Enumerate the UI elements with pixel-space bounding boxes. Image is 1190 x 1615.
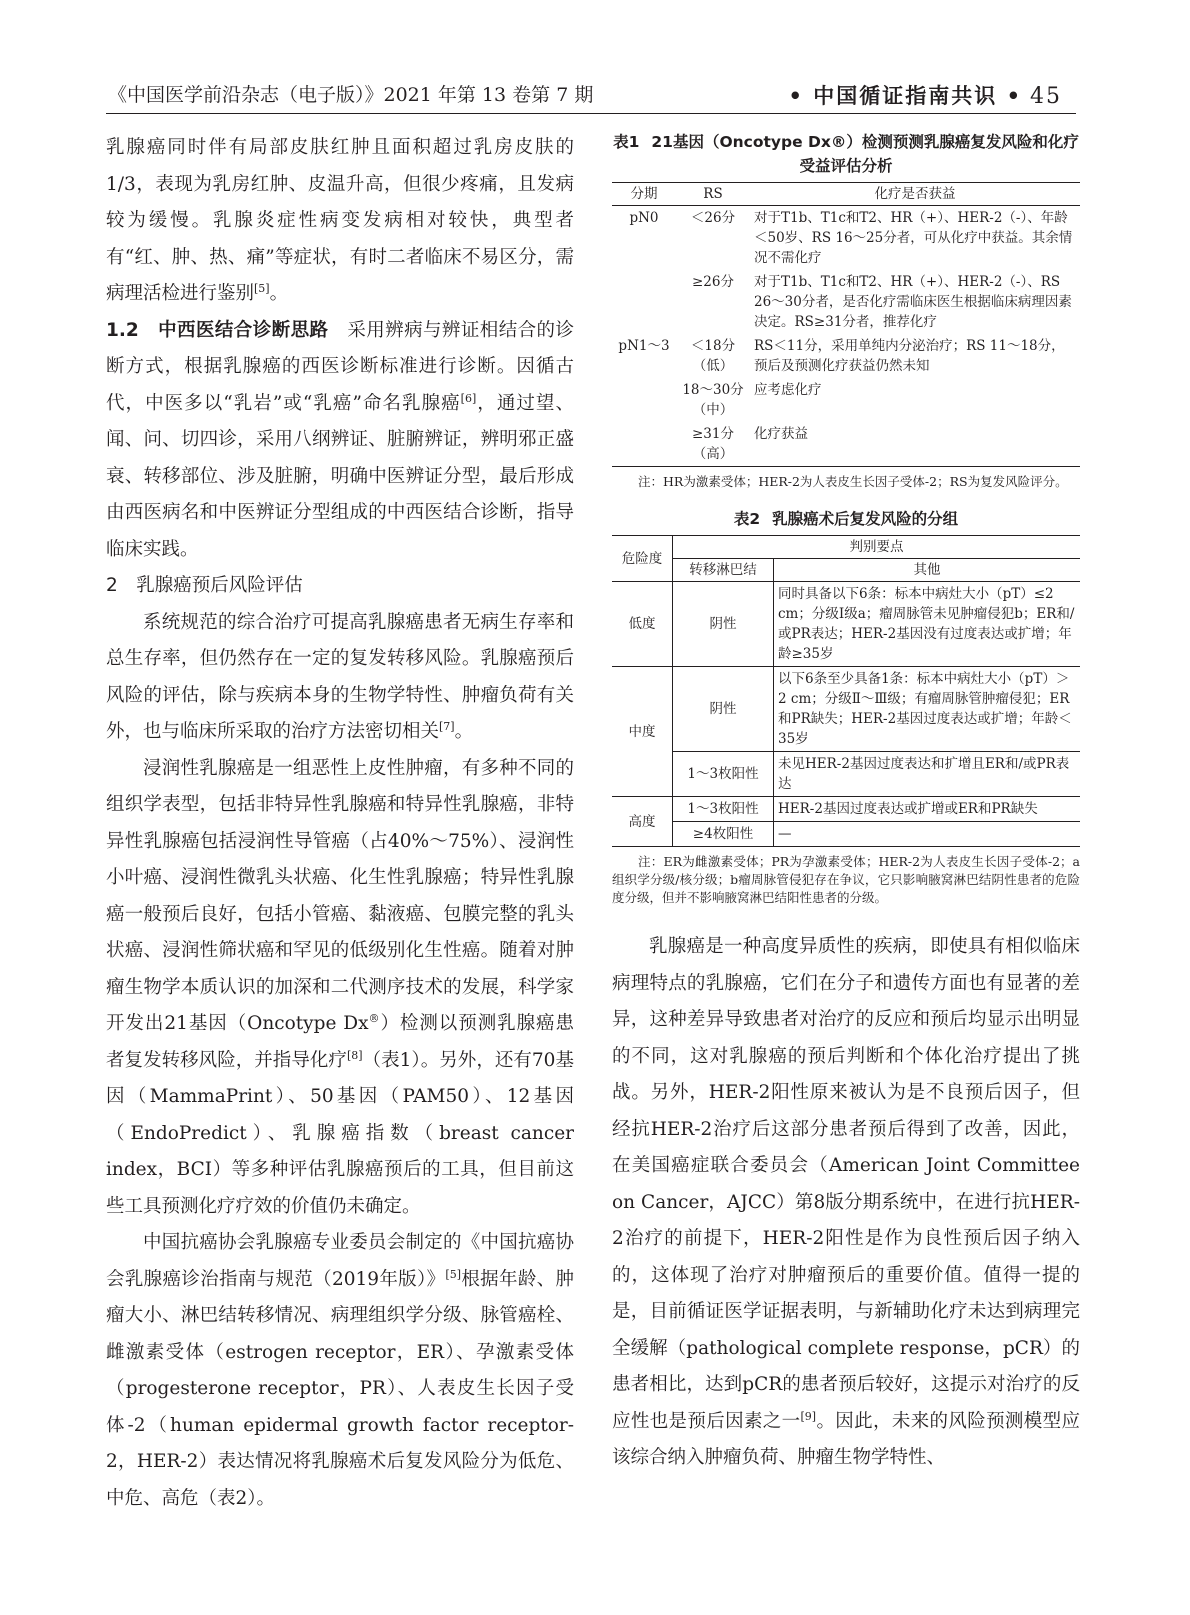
table-row — [612, 422, 1080, 467]
table-row — [612, 582, 1080, 667]
citation-ref: [6] — [460, 391, 477, 405]
table1 — [612, 182, 1080, 467]
citation-ref: [5] — [445, 1267, 462, 1281]
section-1-2 — [106, 313, 574, 569]
table2 — [612, 535, 1080, 847]
citation-ref: [8] — [346, 1048, 363, 1062]
other-cell: 未见HER-2基因过度表达和扩增且ER和/或PR表达 — [774, 752, 1081, 797]
table1-caption — [612, 130, 1080, 178]
other-cell: — — [774, 822, 1081, 847]
text: 系统规范的综合治疗可提高乳腺癌患者无病生存率和总生存率，但仍然存在一定的复发转移风险。乳腺癌预后风险的评估，除与疾病本身的生物学特性、肿瘤负荷有关外，也与临床所采取的治疗方法密切相关 — [106, 611, 574, 742]
citation-ref: [5] — [254, 281, 270, 295]
column-header: 分期 — [612, 183, 676, 206]
text: 乳腺癌同时伴有局部皮肤红肿且面积超过乳房皮肤的1/3，表现为乳房红肿、皮温升高，但很少疼痛，且发病较为缓慢。乳腺炎症性病变发病相对较快，典型者有“红、肿、热、痛”等症状，有时二者临床不易区分，需病理活检进行鉴别 — [106, 137, 574, 304]
table2-title: 乳腺癌术后复发风险的分组 — [772, 510, 959, 528]
table-row — [612, 667, 1080, 752]
table1-note: 注：HR为激素受体；HER-2为人表皮生长因子受体-2；RS为复发风险评分。 — [638, 474, 1068, 489]
table-row — [612, 752, 1080, 797]
citation-ref: [9] — [800, 1409, 817, 1423]
benefit-cell: 应考虑化疗 — [754, 382, 822, 398]
other-cell: 以下6条至少具备1条：标本中病灶大小（pT）＞2 cm；分级Ⅱ～Ⅲ级；有瘤周脉管肿瘤侵犯；ER和PR缺失；HER-2基因过度表达或扩增；年龄＜35岁 — [774, 667, 1081, 752]
column-header: 判别要点 — [673, 536, 1081, 559]
registered-mark: ® — [368, 1011, 380, 1025]
rs-cell: ≥31分 （高） — [692, 426, 734, 462]
right-column — [612, 130, 1080, 1477]
node-cell: 阴性 — [673, 667, 774, 752]
rs-cell: ＜26分 — [690, 210, 736, 226]
stage-cell: pN1～3 — [618, 338, 670, 354]
node-cell: 1～3枚阳性 — [673, 797, 774, 822]
stage-cell — [612, 378, 676, 422]
rs-cell: 18～30分 （中） — [682, 382, 744, 418]
table-row — [612, 334, 1080, 378]
benefit-cell: 对于T1b、T1c和T2、HR（+）、HER-2（-）、年龄＜50岁、RS 16～25分者，可从化疗中获益。其余情况不需化疗 — [754, 210, 1073, 266]
header-rule — [106, 113, 1076, 114]
column-header: 化疗是否获益 — [750, 183, 1080, 206]
table2-note: 注：ER为雌激素受体；PR为孕激素受体；HER-2为人表皮生长因子受体-2；a组织学分级/核分级；b瘤周脉管侵犯存在争议，它只影响腋窝淋巴结阴性患者的危险度分级，但并不影响腋窝淋巴结阳性患者的分级。 — [612, 854, 1080, 905]
paragraph-heterogeneity — [612, 929, 1080, 1477]
benefit-cell: RS＜11分，采用单纯内分泌治疗；RS 11～18分，预后及预测化疗获益仍然未知 — [754, 338, 1065, 374]
stage-cell — [612, 422, 676, 467]
text: 。因此，未来的风险预测模型应该综合纳入肿瘤负荷、肿瘤生物学特性、 — [612, 1410, 1080, 1468]
section-2-heading: 2 乳腺癌预后风险评估 — [106, 575, 303, 596]
benefit-cell: 化疗获益 — [754, 426, 808, 442]
text: 。 — [269, 283, 289, 304]
table-row — [612, 797, 1080, 822]
table-header-row — [612, 183, 1080, 206]
node-cell: 阴性 — [673, 582, 774, 667]
text: 。 — [454, 721, 474, 742]
rs-cell: ＜18分 （低） — [690, 338, 736, 374]
section-header — [789, 80, 1062, 110]
table1-title: 21基因（Oncotype Dx®）检测预测乳腺癌复发风险和化疗受益评估分析 — [651, 133, 1079, 175]
text: 浸润性乳腺癌是一组恶性上皮性肿瘤，有多种不同的组织学表型，包括非特异性乳腺癌和特异性乳腺癌，非特异性乳腺癌包括浸润性导管癌（占40%～75%）、浸润性小叶癌、浸润性微乳头状癌、化生性乳腺癌；特异性乳腺癌一般预后良好，包括小管癌、黏液癌、包膜完整的乳头状癌、浸润性筛状癌和罕见的低级别化生性癌。随着对肿瘤生物学本质认识的加深和二代测序技术的发展，科学家开发出21基因（Oncotype Dx — [106, 757, 574, 1034]
rs-cell: ≥26分 — [692, 274, 734, 290]
benefit-cell: 对于T1b、T1c和T2、HR（+）、HER-2（-）、RS 26～30分者，是否化疗需临床医生根据临床病理因素决定。RS≥31分者，推荐化疗 — [754, 274, 1072, 330]
paragraph-risk — [106, 605, 574, 751]
page-number: 45 — [1030, 84, 1062, 109]
table-row — [612, 822, 1080, 847]
table-row — [612, 378, 1080, 422]
table-row — [612, 270, 1080, 334]
text: ，通过望、闻、问、切四诊，采用八纲辨证、脏腑辨证，辨明邪正盛衰、转移部位、涉及脏腑，明确中医辨证分型，最后形成由西医病名和中医辨证分型组成的中西医结合诊断，指导临床实践。 — [106, 392, 574, 560]
text: 乳腺癌是一种高度异质性的疾病，即使具有相似临床病理特点的乳腺癌，它们在分子和遗传方面也有显著的差异，这种差异导致患者对治疗的反应和预后均显示出明显的不同，这对乳腺癌的预后判断和个体化治疗提出了挑战。另外，HER-2阳性原来被认为是不良预后因子，但经抗HER-2治疗后这部分患者预后得到了改善，因此，在美国癌症联合委员会（American Joint Committee on Cancer，AJCC）第8版分期系统中，在进行抗HER-2治疗的前提下，HER-2阳性是作为良性预后因子纳入的，这体现了治疗对肿瘤预后的重要价值。值得一提的是，目前循证医学证据表明，与新辅助化疗未达到病理完全缓解（pathological complete response，pCR）的患者相比，达到pCR的患者预后较好，这提示对治疗的反应性也是预后因素之一 — [612, 936, 1080, 1432]
column-header: 危险度 — [612, 536, 673, 582]
section-title: • 中国循证指南共识 • — [788, 84, 1022, 108]
left-column — [106, 130, 574, 1517]
column-header: RS — [676, 183, 750, 206]
risk-cell: 高度 — [612, 797, 673, 847]
text: 根据年龄、肿瘤大小、淋巴结转移情况、病理组织学分级、脉管癌栓、雌激素受体（estrogen receptor，ER）、孕激素受体（progesterone receptor，PR）、人表皮生长因子受体-2（human epidermal growth factor receptor-2，HER-2）表达情况将乳腺癌术后复发风险分为低危、中危、高危（表2）。 — [106, 1268, 574, 1509]
section-title: 中西医结合诊断思路 — [158, 319, 329, 341]
paragraph-invasive — [106, 751, 574, 1226]
citation-ref: [7] — [439, 719, 455, 733]
text: ）检测以预测乳腺癌患者复发转移风险，并指导化疗 — [106, 1013, 574, 1071]
other-cell: HER-2基因过度表达或扩增或ER和PR缺失 — [774, 797, 1081, 822]
paragraph-guideline — [106, 1225, 574, 1517]
table-header-row — [612, 536, 1080, 559]
table1-label: 表1 — [613, 133, 640, 151]
node-cell: ≥4枚阳性 — [673, 822, 774, 847]
table-header-row — [612, 559, 1080, 582]
column-header: 其他 — [774, 559, 1081, 582]
other-cell: 同时具备以下6条：标本中病灶大小（pT）≤2 cm；分级Ⅰ级a；瘤周脉管未见肿瘤侵犯b；ER和/或PR表达；HER-2基因没有过度表达或扩增；年龄≥35岁 — [774, 582, 1081, 667]
text: 中国抗癌协会乳腺癌专业委员会制定的《中国抗癌协会乳腺癌诊治指南与规范（2019年版）》 — [106, 1232, 574, 1290]
paragraph-intro — [106, 130, 574, 313]
journal-header: 《中国医学前沿杂志（电子版）》2021 年第 13 卷第 7 期 — [108, 84, 594, 106]
stage-cell: pN0 — [629, 210, 659, 226]
column-header: 转移淋巴结 — [673, 559, 774, 582]
table-row — [612, 206, 1080, 271]
table2-label: 表2 — [733, 510, 761, 528]
text: （表1）。另外，还有70基因（MammaPrint）、50基因（PAM50）、12基因（EndoPredict）、乳腺癌指数（breast cancer index，BCI）等多种评估乳腺癌预后的工具，但目前这些工具预测化疗疗效的价值仍未确定。 — [106, 1049, 574, 1217]
text: 采用辨病与辨证相结合的诊断方式，根据乳腺癌的西医诊断标准进行诊断。因循古代，中医多以“乳岩”或“乳癌”命名乳腺癌 — [106, 319, 574, 414]
stage-cell — [612, 270, 676, 334]
section-number: 1.2 — [106, 319, 139, 341]
table2-caption — [612, 507, 1080, 531]
node-cell: 1～3枚阳性 — [673, 752, 774, 797]
risk-cell: 中度 — [612, 667, 673, 797]
risk-cell: 低度 — [612, 582, 673, 667]
